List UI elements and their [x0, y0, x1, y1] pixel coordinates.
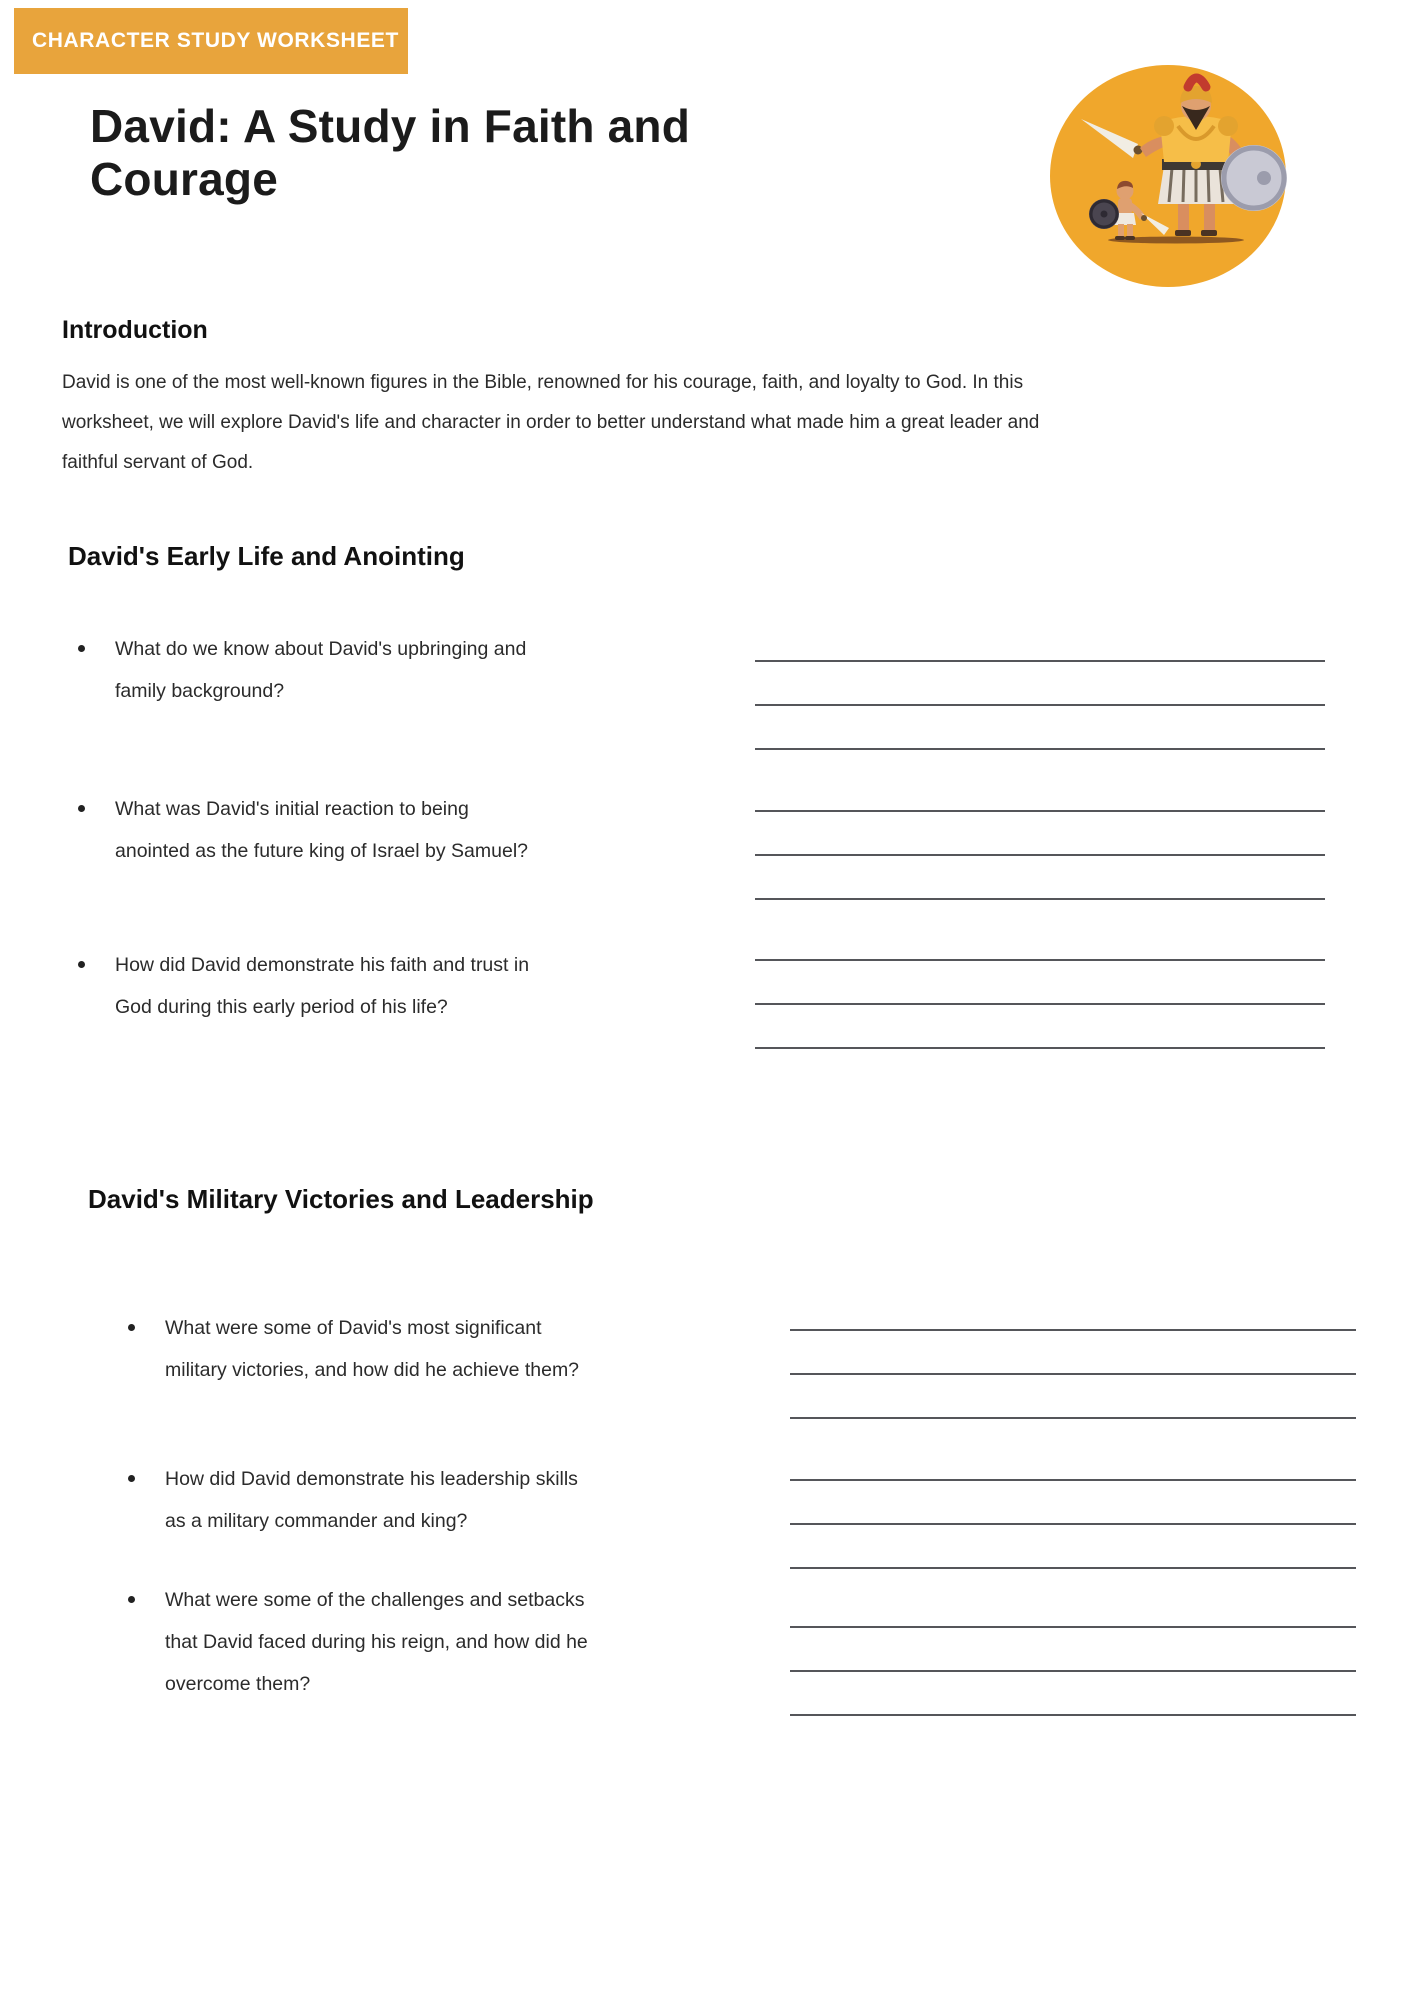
worksheet-banner — [14, 8, 408, 74]
david-goliath-illustration — [1048, 62, 1288, 292]
page-title: David: A Study in Faith and Courage — [90, 100, 691, 205]
question-item — [78, 788, 548, 872]
answer-lines — [790, 1584, 1356, 1716]
question-text: What was David's initial reaction to being anointed as the future king of Israel by Samuel? — [115, 798, 529, 862]
answer-line — [755, 618, 1325, 662]
bullet-icon — [128, 1475, 135, 1482]
section-1-heading: David's Early Life and Anointing — [68, 541, 465, 571]
section-2-heading: David's Military Victories and Leadership — [88, 1184, 594, 1214]
question-item — [78, 628, 548, 712]
question-text: What were some of the challenges and setbacks that David faced during his reign, and how did he overcome them? — [165, 1589, 588, 1695]
answer-line — [790, 1628, 1356, 1672]
answer-line — [790, 1331, 1356, 1375]
question-item — [128, 1579, 598, 1705]
bullet-icon — [128, 1324, 135, 1331]
answer-line — [755, 768, 1325, 812]
answer-line — [755, 917, 1325, 961]
answer-line — [790, 1525, 1356, 1569]
david-goliath-svg — [1048, 62, 1288, 292]
question-item — [128, 1307, 598, 1391]
banner-label: CHARACTER STUDY WORKSHEET — [32, 29, 399, 52]
question-text: How did David demonstrate his faith and trust in God during this early period of his life? — [115, 954, 530, 1018]
bullet-icon — [78, 805, 85, 812]
answer-line — [790, 1437, 1356, 1481]
answer-line — [755, 961, 1325, 1005]
answer-lines — [755, 917, 1325, 1049]
bullet-icon — [78, 961, 85, 968]
question-item — [128, 1458, 598, 1542]
bullet-icon — [128, 1596, 135, 1603]
question-item — [78, 944, 548, 1028]
answer-line — [790, 1481, 1356, 1525]
answer-line — [755, 856, 1325, 900]
answer-lines — [790, 1287, 1356, 1419]
question-text: How did David demonstrate his leadership skills as a military commander and king? — [165, 1468, 578, 1532]
answer-line — [790, 1584, 1356, 1628]
intro-heading: Introduction — [62, 316, 208, 344]
answer-line — [755, 812, 1325, 856]
answer-lines — [755, 618, 1325, 750]
answer-line — [755, 706, 1325, 750]
answer-line — [790, 1375, 1356, 1419]
question-text: What were some of David's most significant military victories, and how did he achieve them? — [165, 1317, 580, 1381]
question-text: What do we know about David's upbringing and family background? — [115, 638, 527, 702]
answer-lines — [755, 768, 1325, 900]
answer-line — [755, 662, 1325, 706]
bullet-icon — [78, 645, 85, 652]
answer-lines — [790, 1437, 1356, 1569]
intro-body: David is one of the most well-known figures in the Bible, renowned for his courage, faith, and loyalty to God. In this worksheet, we will explore David's life and character in order to better understand what made him a great leader and faithful servant of God. — [62, 372, 1040, 473]
answer-line — [790, 1672, 1356, 1716]
answer-line — [790, 1287, 1356, 1331]
answer-line — [755, 1005, 1325, 1049]
